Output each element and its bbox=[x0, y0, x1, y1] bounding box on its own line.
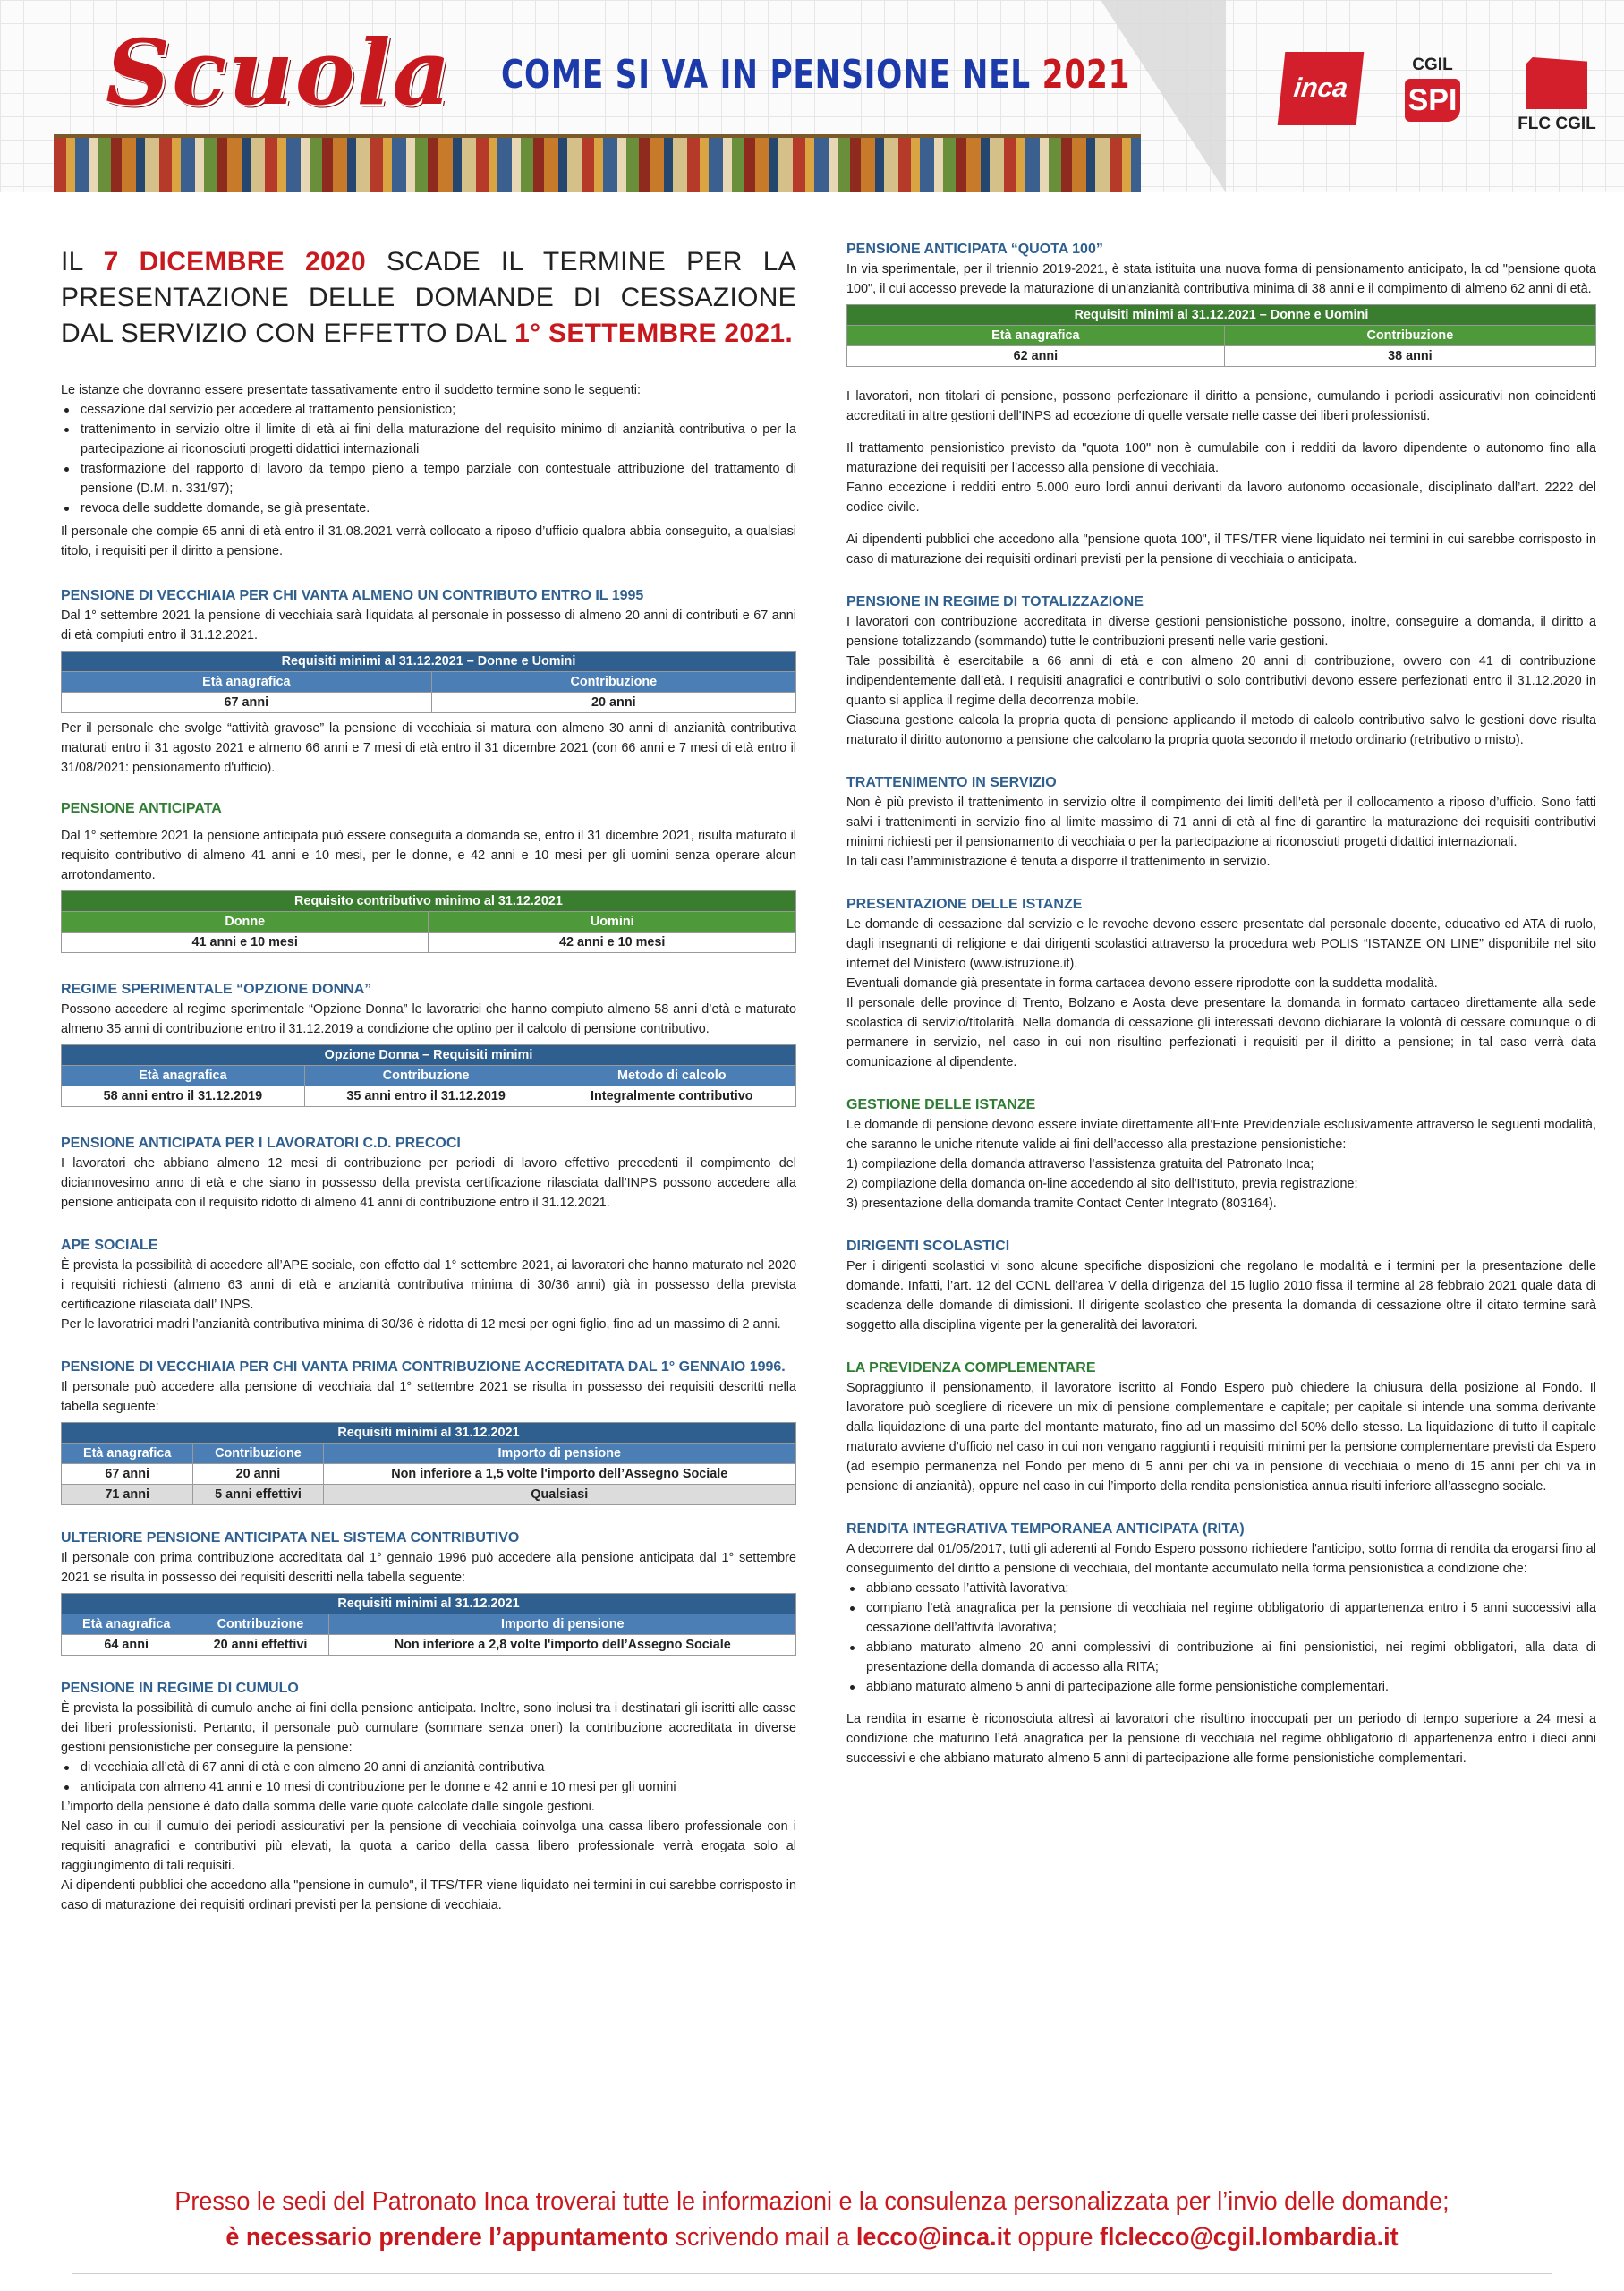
table-header: Età anagrafica bbox=[62, 1066, 305, 1086]
requirements-table bbox=[846, 304, 1596, 367]
table-cell: 38 anni bbox=[1224, 346, 1595, 367]
requirements-table bbox=[61, 1044, 796, 1107]
istanze-section bbox=[61, 380, 796, 561]
section-text: I lavoratori, non titolari di pensione, possono perfezionare il diritto a pensione, cumulando i periodi assicurativi non coincidenti accreditati in altre gestioni dell'INPS ad eccezione di quelle versate nelle casse dei liberi professionisti. bbox=[846, 389, 1596, 423]
cumulo-list bbox=[61, 1758, 796, 1797]
table-cell: 35 anni entro il 31.12.2019 bbox=[304, 1086, 548, 1107]
section-text: Non è più previsto il trattenimento in servizio oltre il compimento dei limiti dell’età per il collocamento a riposo d’ufficio. Sono fatti salvi i trattenimenti in servizio fino al limite massimo di 71 anni di età al fine di garantire la maturazione dei requisiti contributivi minimi richiesti per il pensionamento di vecchiaia o per la partecipazione ai riconosciuti progetti didattici internazionali. bbox=[846, 796, 1596, 849]
table-cell: 62 anni bbox=[847, 346, 1225, 367]
section-text: Il trattamento pensionistico previsto da "quota 100" non è cumulabile con i redditi da lavoro dipendente o autonomo fino alla maturazione dei requisiti per l’accesso alla pensione di vecchiaia. bbox=[846, 441, 1596, 475]
email-link-flc[interactable]: flclecco@cgil.lombardia.it bbox=[1100, 2223, 1399, 2252]
table-header: Donne bbox=[62, 912, 429, 933]
section-text: Fanno eccezione i redditi entro 5.000 euro lordi annui derivanti da lavoro autonomo occasionale, disciplinato dall’art. 2222 del codice civile. bbox=[846, 481, 1596, 515]
cumulo-section bbox=[61, 1679, 796, 1915]
rita-list bbox=[846, 1579, 1596, 1697]
email-link-inca[interactable]: lecco@inca.it bbox=[855, 2223, 1012, 2252]
list-item: abbiano maturato almeno 5 anni di partecipazione alle forme pensionistiche complementari. bbox=[846, 1677, 1596, 1697]
vecchiaia-1995-section bbox=[61, 586, 796, 778]
table-cell: 67 anni bbox=[62, 1464, 193, 1485]
table-cell: Non inferiore a 2,8 volte l'importo dell’Assegno Sociale bbox=[329, 1635, 796, 1656]
table-caption: Requisiti minimi al 31.12.2021 bbox=[62, 1423, 796, 1444]
presentazione-section bbox=[846, 895, 1596, 1072]
section-text: Per il personale che svolge “attività gravose” la pensione di vecchiaia si matura con almeno 30 anni di anzianità contributiva maturati entro il 31 agosto 2021 e almeno 66 anni e 7 mesi di età entro il 31 dicembre 2021 (con 66 anni e 7 mesi di età entro il 31/08/2021: pensionamento d'ufficio). bbox=[61, 721, 796, 775]
opzione-donna-section bbox=[61, 980, 796, 1107]
section-text: Le domande di cessazione dal servizio e le revoche devono essere presentate dal personale docente, educativo ed ATA di ruolo, dagli insegnanti di religione e dai dirigenti scolastici attraverso la procedura web POLIS “ISTANZE ON LINE” disponibile nel sito internet del Ministero (www.istruzione.it). bbox=[846, 917, 1596, 971]
section-heading: PENSIONE DI VECCHIAIA PER CHI VANTA ALMENO UN CONTRIBUTO ENTRO IL 1995 bbox=[61, 588, 644, 603]
right-column bbox=[846, 240, 1596, 1768]
section-text: Nel caso in cui il cumulo dei periodi assicurativi per la pensione di vecchiaia coinvolga una cassa libero professionale con i requisiti anagrafici e contributivi più elevati, la quota a carico della cassa libero professionale verrà erogata solo al raggiungimento di tali requisiti. bbox=[61, 1819, 796, 1873]
appointment-text: è necessario prendere l’appuntamento bbox=[225, 2223, 669, 2252]
previdenza-section bbox=[846, 1358, 1596, 1496]
footer-text: scrivendo mail a bbox=[668, 2223, 856, 2252]
table-header: Età anagrafica bbox=[62, 1614, 191, 1635]
page-footer bbox=[0, 2184, 1624, 2255]
section-heading: TRATTENIMENTO IN SERVIZIO bbox=[846, 775, 1057, 790]
table-header: Metodo di calcolo bbox=[548, 1066, 795, 1086]
table-header: Età anagrafica bbox=[62, 672, 432, 693]
list-item: di vecchiaia all’età di 67 anni di età e con almeno 20 anni di anzianità contributiva bbox=[61, 1758, 796, 1777]
footer-line-1: Presso le sedi del Patronato Inca troverai tutte le informazioni e la consulenza personalizzata per l’invio delle domande; bbox=[174, 2187, 1450, 2216]
vecchiaia-1996-section bbox=[61, 1358, 796, 1505]
section-text: Il personale può accedere alla pensione di vecchiaia dal 1° settembre 2021 se risulta in possesso dei requisiti descritti nella tabella seguente: bbox=[61, 1380, 796, 1414]
table-cell: Qualsiasi bbox=[323, 1485, 795, 1505]
section-text: Ai dipendenti pubblici che accedono alla "pensione quota 100", il TFS/TFR viene liquidato nei termini in cui sarebbe corrisposto in caso di maturazione dei requisiti ordinari previsti per la pensione di vecchiaia o anticipata. bbox=[846, 532, 1596, 566]
table-cell: 41 anni e 10 mesi bbox=[62, 933, 429, 953]
flc-label: FLC CGIL bbox=[1518, 115, 1596, 133]
section-heading: PENSIONE DI VECCHIAIA PER CHI VANTA PRIMA CONTRIBUZIONE ACCREDITATA DAL 1° GENNAIO 1996. bbox=[61, 1359, 786, 1375]
table-cell: Integralmente contributivo bbox=[548, 1086, 795, 1107]
quota100-section bbox=[846, 240, 1596, 569]
intro-text: IL bbox=[61, 247, 104, 277]
istanze-note: Il personale che compie 65 anni di età entro il 31.08.2021 verrà collocato a riposo d’ufficio qualora abbia conseguito, a qualsiasi titolo, i requisiti per il diritto a pensione. bbox=[61, 524, 796, 558]
section-text: Dal 1° settembre 2021 la pensione anticipata può essere conseguita a domanda se, entro il 31 dicembre 2021, risulta maturato il requisito contributivo di almeno 41 anni e 10 mesi, per le donne, e 42 anni e 10 mesi per gli uomini senza operare alcun arrotondamento. bbox=[61, 829, 796, 882]
page-title bbox=[501, 52, 1130, 98]
table-caption: Requisiti minimi al 31.12.2021 – Donne e Uomini bbox=[847, 305, 1596, 326]
table-header: Contribuzione bbox=[431, 672, 795, 693]
totalizzazione-section bbox=[846, 592, 1596, 750]
section-heading: PENSIONE IN REGIME DI CUMULO bbox=[61, 1681, 299, 1696]
requirements-table bbox=[61, 651, 796, 713]
scuola-logo: Scuola bbox=[106, 20, 453, 125]
left-column bbox=[61, 244, 796, 1915]
anticipata-section bbox=[61, 799, 796, 953]
section-text: Ai dipendenti pubblici che accedono alla "pensione in cumulo", il TFS/TFR viene liquidato nei termini in cui sarebbe corrisposto in caso di maturazione dei requisiti ordinari previsti per la pensione di vecchiaia. bbox=[61, 1878, 796, 1912]
ulteriore-section bbox=[61, 1529, 796, 1656]
table-cell: 64 anni bbox=[62, 1635, 191, 1656]
section-text: La rendita in esame è riconosciuta altresì ai lavoratori che risultino inoccupati per un periodo di tempo superiore a 24 mesi a condizione che maturino l’età anagrafica per la pensione di vecchiaia nel regime obbligatorio di appartenenza entro i dieci anni successivi e che abbiano maturato almeno 5 anni di partecipazione alle forme pensionistiche complementari. bbox=[846, 1712, 1596, 1766]
title-text: COME SI VA IN PENSIONE NEL bbox=[501, 52, 1042, 98]
cgil-spi-logo bbox=[1405, 55, 1460, 138]
table-cell: 20 anni effettivi bbox=[191, 1635, 329, 1656]
section-text: Sopraggiunto il pensionamento, il lavoratore iscritto al Fondo Espero può chiedere la chiusura della posizione al Fondo. Il lavoratore può scegliere di ricevere un mix di pensione complementare e capitale; per capitale si intende una somma derivante dalla liquidazione di una parte del montante maturato, fino ad un massimo del 50% dello stesso. La liquidazione di tutto il capitale maturato avviene d’ufficio nel caso in cui non vengano raggiunti i requisiti minimi per la pensione complementare previsti da Espero (ad esempio permanenza nel Fondo per meno di 5 anni per chi va in pensione di vecchiaia o meno di 15 anni per chi va in pensione di anzianità), oppure nel caso in cui l’importo della rendita pensionistica annua risulti inferiore all’assegno sociale. bbox=[846, 1381, 1596, 1494]
section-heading: LA PREVIDENZA COMPLEMENTARE bbox=[846, 1360, 1096, 1375]
footer-text: oppure bbox=[1011, 2223, 1101, 2252]
requirements-table bbox=[61, 890, 796, 953]
footer-line-2 bbox=[57, 2219, 1568, 2255]
section-heading: PENSIONE IN REGIME DI TOTALIZZAZIONE bbox=[846, 594, 1144, 609]
section-text: Eventuali domande già presentate in forma cartacea devono essere riprodotte con la suddetta modalità. bbox=[846, 976, 1438, 991]
table-caption: Requisiti minimi al 31.12.2021 bbox=[62, 1594, 796, 1614]
deadline-date: 7 DICEMBRE 2020 bbox=[103, 247, 366, 277]
table-cell: 20 anni bbox=[193, 1464, 323, 1485]
dirigenti-section bbox=[846, 1237, 1596, 1335]
section-heading: RENDITA INTEGRATIVA TEMPORANEA ANTICIPATA (RITA) bbox=[846, 1521, 1245, 1537]
section-text: Per i dirigenti scolastici vi sono alcune specifiche disposizioni che regolano le modalità e i termini per la presentazione delle domande. Infatti, l’art. 12 del CCNL dell’area V della dirigenza del 15 luglio 2010 fissa il termine al 28 febbraio 2021 quale data di scadenza delle domande di dimissioni. Il dirigente scolastico che presenta la domanda di cessazione oltre il citato termine sarà soggetto alla disciplina vigente per la generalità dei lavoratori. bbox=[846, 1259, 1596, 1333]
section-text: È prevista la possibilità di cumulo anche ai fini della pensione anticipata. Inoltre, sono inclusi tra i destinatari gli iscritti alle casse dei liberi professionisti. Pertanto, il personale può cumulare (sommare senza oneri) la contribuzione accreditata in diverse gestioni pensionistiche per conseguire la pensione: bbox=[61, 1701, 796, 1755]
section-text: Le domande di pensione devono essere inviate direttamente all’Ente Previdenziale esclusivamente attraverso le seguenti modalità, che saranno le uniche ritenute valide ai fini dell’accesso alla prestazione pensionistiche: bbox=[846, 1118, 1596, 1152]
section-text: Il personale delle province di Trento, Bolzano e Aosta deve presentare la domanda in formato cartaceo direttamente alla sede scolastica di servizio/titolarità. Nella domanda di cessazione gli interessati devono dichiarare la volontà di cessare comunque o di permanere in servizio, nel caso in cui non risultino perfezionati i requisiti per il diritto a pensione; in tal caso verrà data comunicazione al dipendente. bbox=[846, 996, 1596, 1069]
precoci-section bbox=[61, 1134, 796, 1213]
istanze-list bbox=[61, 400, 796, 518]
section-text: Possono accedere al regime sperimentale “Opzione Donna” le lavoratrici che hanno compiuto almeno 58 anni d’età e maturato almeno 35 anni di contribuzione entro il 31.12.2019 a condizione che optino per il calcolo di pensione contributivo. bbox=[61, 1002, 796, 1036]
rita-section bbox=[846, 1520, 1596, 1768]
list-item: revoca delle suddette domande, se già presentate. bbox=[61, 498, 796, 518]
table-caption: Opzione Donna – Requisiti minimi bbox=[62, 1045, 796, 1066]
istanze-lead: Le istanze che dovranno essere presentate tassativamente entro il suddetto termine sono le seguenti: bbox=[61, 383, 641, 397]
section-heading: PENSIONE ANTICIPATA bbox=[61, 801, 222, 816]
list-item: abbiano maturato almeno 20 anni complessivi di contribuzione ai fini pensionistici, nei regimi obbligatori, alla data di presentazione della domanda di accesso alla RITA; bbox=[846, 1638, 1596, 1677]
list-item: 3) presentazione della domanda tramite Contact Center Integrato (803164). bbox=[846, 1197, 1277, 1211]
section-heading: GESTIONE DELLE ISTANZE bbox=[846, 1097, 1036, 1112]
page-header bbox=[0, 0, 1624, 192]
table-cell: 67 anni bbox=[62, 693, 432, 713]
table-header: Età anagrafica bbox=[847, 326, 1225, 346]
list-item: abbiano cessato l’attività lavorativa; bbox=[846, 1579, 1596, 1598]
section-text: L’importo della pensione è dato dalla somma delle varie quote calcolate dalle singole gestioni. bbox=[61, 1800, 595, 1814]
flc-cgil-logo bbox=[1510, 57, 1603, 140]
spi-label: SPI bbox=[1405, 79, 1460, 122]
effective-date: 1° SETTEMBRE 2021. bbox=[514, 319, 793, 348]
list-item: anticipata con almeno 41 anni e 10 mesi di contribuzione per le donne e 42 anni e 10 mesi per gli uomini bbox=[61, 1777, 796, 1797]
section-text: In via sperimentale, per il triennio 2019-2021, è stata istituita una nuova forma di pensionamento anticipato, la cd "pensione quota 100", il cui accesso prevede la maturazione di un'anzianità contributiva minima di 38 anni e il compimento di almeno 62 anni di età. bbox=[846, 262, 1596, 296]
requirements-table bbox=[61, 1593, 796, 1656]
table-cell: 42 anni e 10 mesi bbox=[429, 933, 796, 953]
section-text: Per le lavoratrici madri l’anzianità contributiva minima di 30/36 è ridotta di 12 mesi per ogni figlio, fino ad un massimo di 2 anni. bbox=[61, 1317, 781, 1332]
list-item: 1) compilazione della domanda attraverso l’assistenza gratuita del Patronato Inca; bbox=[846, 1157, 1314, 1171]
trattenimento-section bbox=[846, 773, 1596, 872]
ape-sociale-section bbox=[61, 1236, 796, 1334]
section-text: I lavoratori che abbiano almeno 12 mesi di contribuzione per periodi di lavoro effettivo precedenti il compimento del diciannovesimo anno di età e che siano in possesso della prevista certificazione rilasciata dall’INPS possono accedere alla pensione anticipata con il requisito ridotto di almeno 41 anni di contribuzione entro il 31.12.2021. bbox=[61, 1156, 796, 1210]
title-year: 2021 bbox=[1042, 52, 1131, 98]
list-item: trasformazione del rapporto di lavoro da tempo pieno a tempo parziale con contestuale attribuzione del trattamento di pensione (D.M. n. 331/97); bbox=[61, 459, 796, 498]
list-item: 2) compilazione della domanda on-line accedendo al sito dell'Istituto, previa registrazione; bbox=[846, 1177, 1358, 1191]
list-item: cessazione dal servizio per accedere al trattamento pensionistico; bbox=[61, 400, 796, 420]
table-header: Uomini bbox=[429, 912, 796, 933]
section-text: In tali casi l’amministrazione è tenuta a disporre il trattenimento in servizio. bbox=[846, 855, 1271, 869]
table-cell: 20 anni bbox=[431, 693, 795, 713]
table-header: Importo di pensione bbox=[323, 1444, 795, 1464]
section-text: Dal 1° settembre 2021 la pensione di vecchiaia sarà liquidata al personale in possesso di almeno 20 anni di contributi e 67 anni di età compiuti entro il 31.12.2021. bbox=[61, 609, 796, 643]
table-header: Età anagrafica bbox=[62, 1444, 193, 1464]
section-heading: PRESENTAZIONE DELLE ISTANZE bbox=[846, 897, 1083, 912]
intro-deadline bbox=[61, 244, 796, 352]
section-heading: ULTERIORE PENSIONE ANTICIPATA NEL SISTEMA CONTRIBUTIVO bbox=[61, 1530, 520, 1546]
bookshelf-illustration bbox=[54, 134, 1141, 192]
table-cell: 5 anni effettivi bbox=[193, 1485, 323, 1505]
flag-icon bbox=[1526, 57, 1587, 109]
table-cell: 71 anni bbox=[62, 1485, 193, 1505]
footer-divider bbox=[72, 2273, 1552, 2274]
table-header: Contribuzione bbox=[1224, 326, 1595, 346]
table-caption: Requisiti minimi al 31.12.2021 – Donne e Uomini bbox=[62, 652, 796, 672]
section-heading: APE SOCIALE bbox=[61, 1238, 158, 1253]
table-cell: 58 anni entro il 31.12.2019 bbox=[62, 1086, 305, 1107]
list-item: trattenimento in servizio oltre il limite di età ai fini della maturazione del requisito minimo di anzianità contributiva o per la partecipazione ai riconosciuti progetti didattici internazionali bbox=[61, 420, 796, 459]
section-text: I lavoratori con contribuzione accreditata in diverse gestioni pensionistiche possono, inoltre, conseguire a domanda, il diritto a pensione totalizzando (sommando) tutte le contribuzioni presenti nelle varie gestioni. bbox=[846, 615, 1596, 649]
table-header: Importo di pensione bbox=[329, 1614, 796, 1635]
section-text: È prevista la possibilità di accedere all’APE sociale, con effetto dal 1° settembre 2021, ai lavoratori che hanno maturato nel 2020 i requisiti richiesti (almeno 63 anni di età e anzianità contributiva minima di 30/36 anni) già in possesso della prevista certificazione rilasciata dall’ INPS. bbox=[61, 1258, 796, 1312]
table-header: Contribuzione bbox=[191, 1614, 329, 1635]
section-heading: PENSIONE ANTICIPATA PER I LAVORATORI C.D. PRECOCI bbox=[61, 1136, 461, 1151]
section-heading: PENSIONE ANTICIPATA “QUOTA 100” bbox=[846, 242, 1103, 257]
table-header: Contribuzione bbox=[193, 1444, 323, 1464]
section-text: Ciascuna gestione calcola la propria quota di pensione applicando il metodo di calcolo contributivo salvo le gestioni dove risulta maturato il diritto autonomo a pensione che calcolano la propria quota secondo il metodo ordinario (retributivo o misto). bbox=[846, 713, 1596, 747]
cgil-label: CGIL bbox=[1412, 55, 1453, 74]
section-text: Il personale con prima contribuzione accreditata dal 1° gennaio 1996 può accedere alla pensione anticipata dal 1° settembre 2021 se risulta in possesso dei requisiti descritti nella tabella seguente: bbox=[61, 1551, 796, 1585]
section-heading: REGIME SPERIMENTALE “OPZIONE DONNA” bbox=[61, 982, 372, 997]
section-text: A decorrere dal 01/05/2017, tutti gli aderenti al Fondo Espero possono richiedere l'anticipo, sotto forma di rendita da erogarsi fino al conseguimento del diritto a pensione di vecchiaia, del montante accumulato nella forma pensionistica a condizione che: bbox=[846, 1542, 1596, 1576]
requirements-table bbox=[61, 1422, 796, 1505]
inca-logo: inca bbox=[1278, 52, 1365, 125]
table-caption: Requisito contributivo minimo al 31.12.2021 bbox=[62, 891, 796, 912]
table-cell: Non inferiore a 1,5 volte l'importo dell’Assegno Sociale bbox=[323, 1464, 795, 1485]
gestione-section bbox=[846, 1095, 1596, 1214]
section-text: Tale possibilità è esercitabile a 66 anni di età e con almeno 20 anni di contribuzione, ovvero con 41 di contribuzione indipendentemente dall’età. I requisiti anagrafici e contributivi o solo contributivi devono essere perfezionati entro il 31.12.2020 in quanto si applica il regime della decorrenza mobile. bbox=[846, 654, 1596, 708]
intro-text-2: SCADE IL TERMINE PER LA PRESENTAZIONE DELLE DOMANDE DI CESSAZIONE DAL SERVIZIO CON EFFETTO DAL bbox=[61, 247, 796, 348]
table-header: Contribuzione bbox=[304, 1066, 548, 1086]
section-heading: DIRIGENTI SCOLASTICI bbox=[846, 1239, 1010, 1254]
list-item: compiano l’età anagrafica per la pensione di vecchiaia nel regime obbligatorio di appartenenza entro i 5 anni successivi alla cessazione dell’attività lavorativa; bbox=[846, 1598, 1596, 1638]
